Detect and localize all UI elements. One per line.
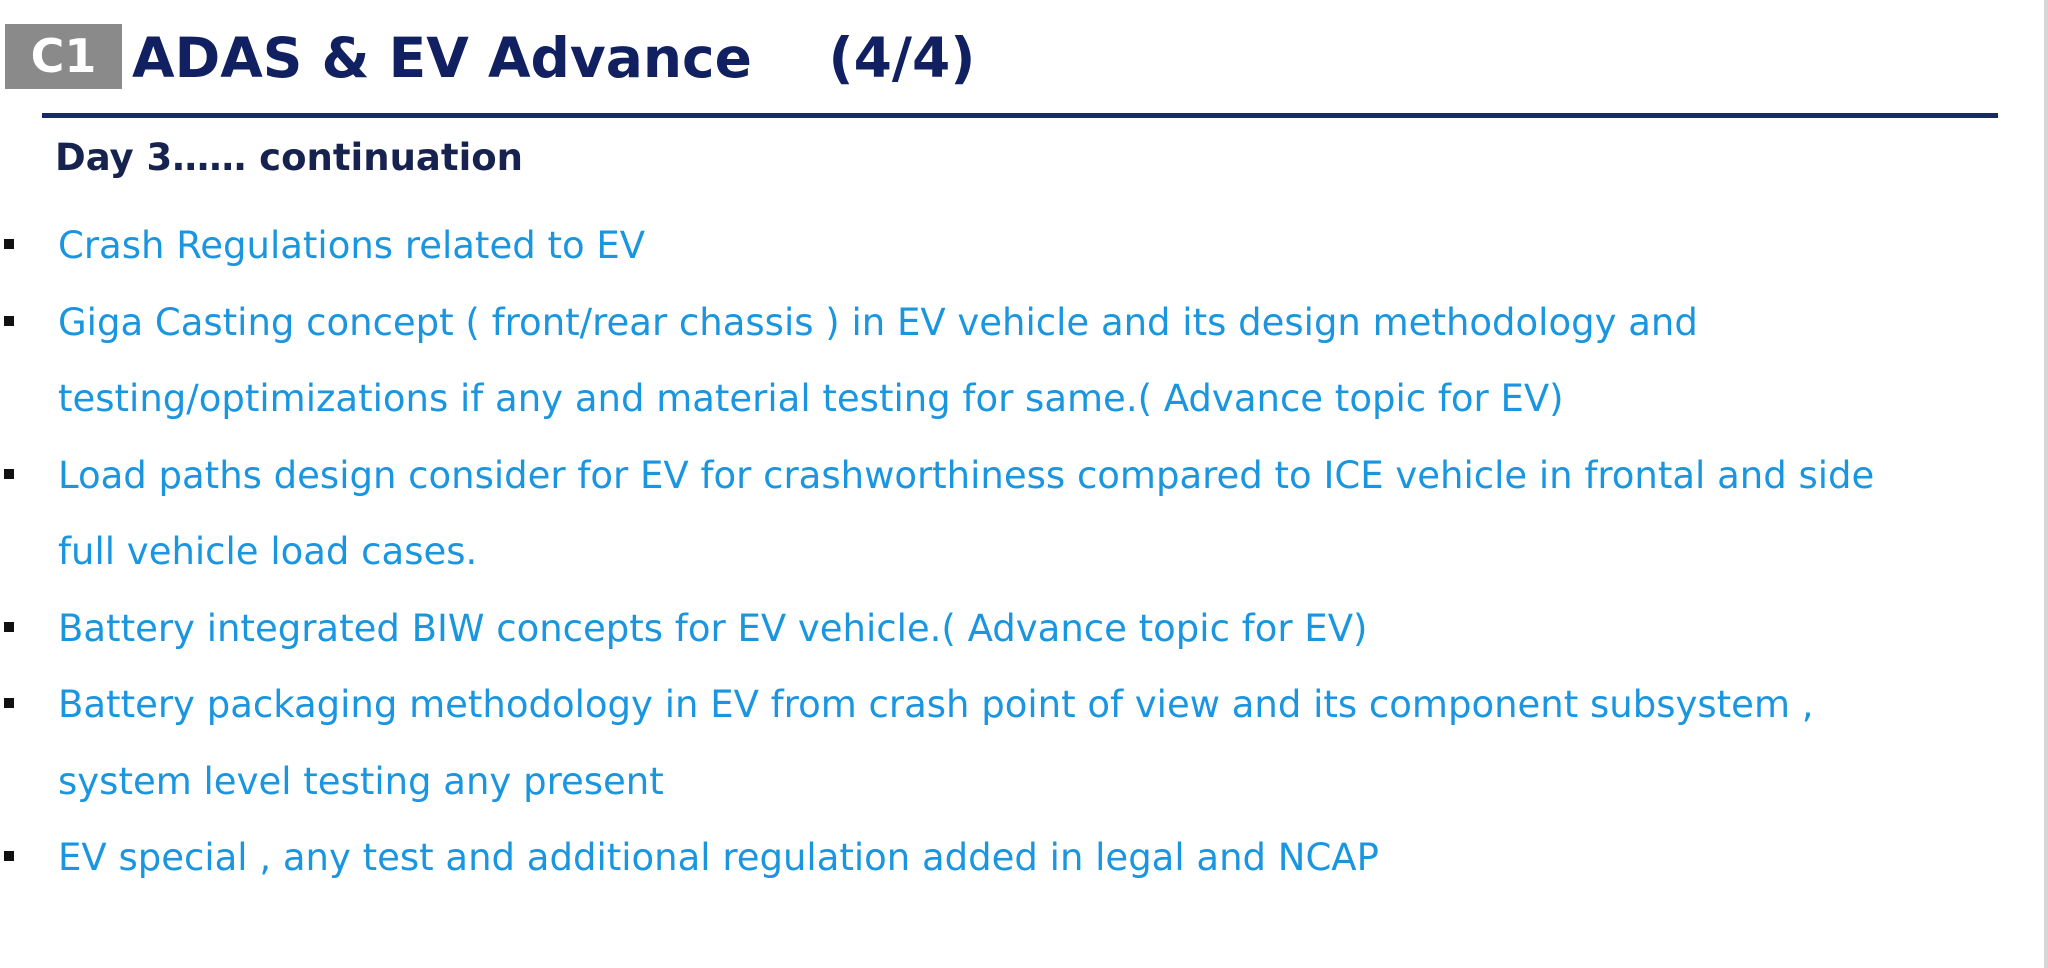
list-item-text: Giga Casting concept ( front/rear chassis ) in EV vehicle and its design methodology and testing/optimizations if any and material testing for same.( Advance topic for EV) bbox=[58, 300, 1698, 420]
section-code-badge: C1 bbox=[5, 24, 122, 89]
list-item bbox=[0, 285, 2040, 438]
topic-list bbox=[0, 208, 2040, 897]
title-divider bbox=[42, 113, 1998, 118]
list-item bbox=[0, 667, 2040, 820]
square-bullet-icon bbox=[4, 239, 14, 249]
list-item bbox=[0, 591, 2040, 668]
square-bullet-icon bbox=[4, 622, 14, 632]
square-bullet-icon bbox=[4, 469, 14, 479]
list-item bbox=[0, 208, 2040, 285]
list-item-text: EV special , any test and additional regulation added in legal and NCAP bbox=[58, 836, 1379, 879]
square-bullet-icon bbox=[4, 698, 14, 708]
day-subtitle: Day 3…… continuation bbox=[55, 136, 524, 179]
list-item-text: Crash Regulations related to EV bbox=[58, 224, 646, 267]
list-item-text: Load paths design consider for EV for crashworthiness compared to ICE vehicle in frontal and side full vehicle load cases. bbox=[58, 453, 1875, 573]
list-item-text: Battery integrated BIW concepts for EV vehicle.( Advance topic for EV) bbox=[58, 606, 1368, 650]
slide-border bbox=[2044, 0, 2048, 968]
square-bullet-icon bbox=[4, 851, 14, 861]
slide-header bbox=[0, 22, 2000, 94]
list-item bbox=[0, 820, 2040, 897]
list-item bbox=[0, 438, 2040, 591]
square-bullet-icon bbox=[4, 316, 14, 326]
list-item-text: Battery packaging methodology in EV from crash point of view and its component subsystem , system level testing any present bbox=[58, 683, 1814, 803]
slide-title: ADAS & EV Advance (4/4) bbox=[132, 26, 976, 90]
